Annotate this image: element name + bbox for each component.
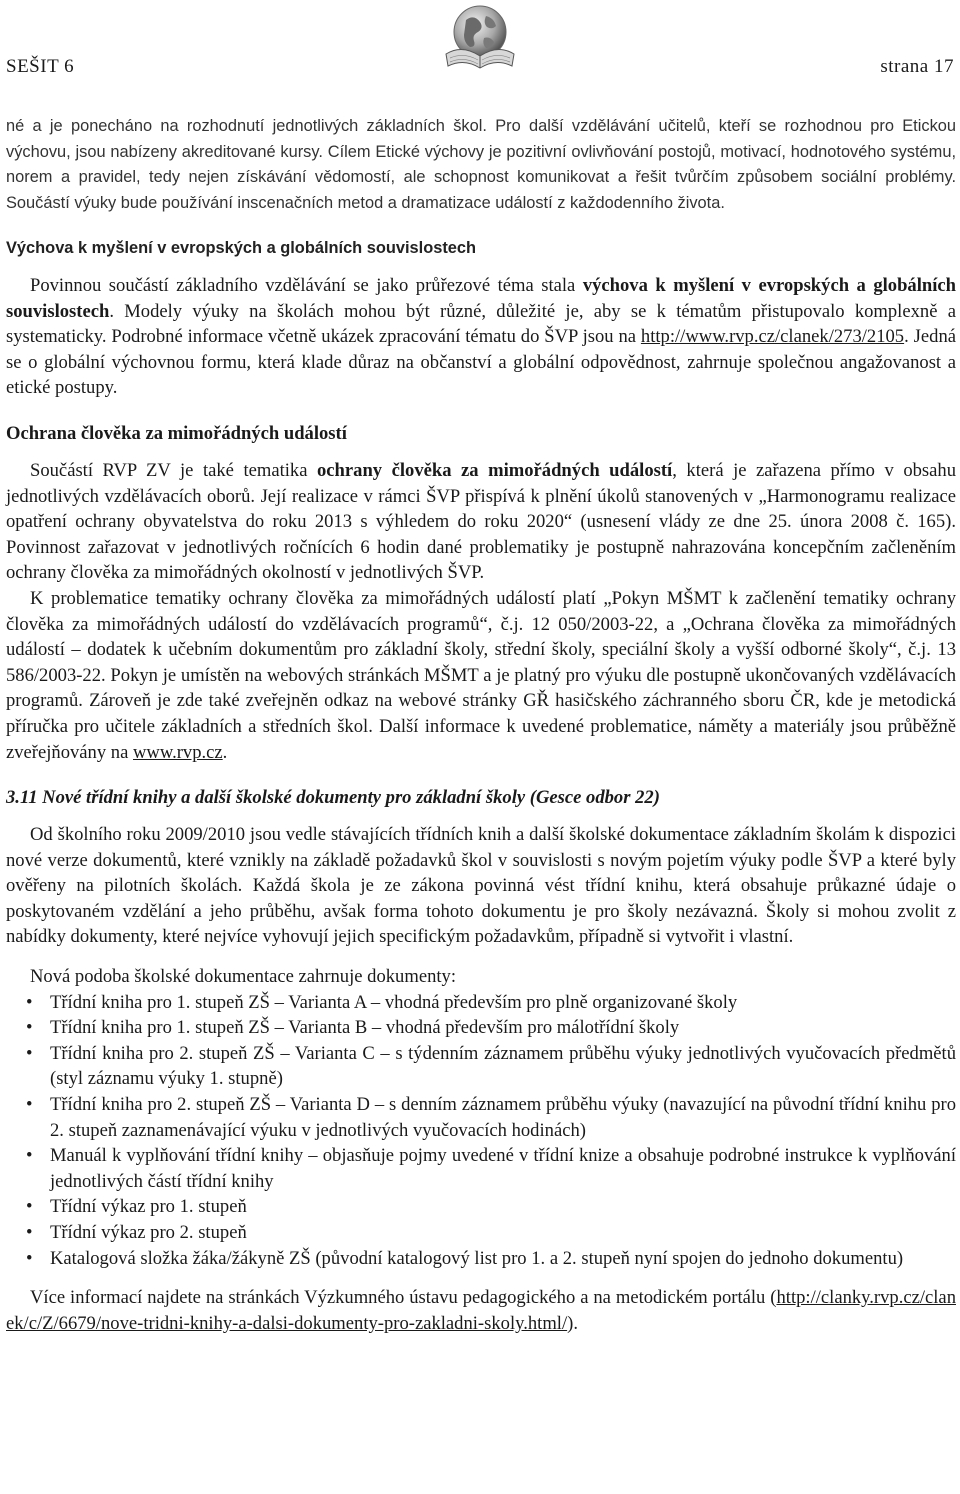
list-item	[6, 1194, 956, 1220]
list-item	[6, 1015, 956, 1041]
list-item	[6, 1220, 956, 1246]
bullet: •	[26, 1145, 33, 1167]
list-item-text: Třídní kniha pro 1. stupeň ZŠ – Varianta B – vhodná především pro málotřídní školy	[50, 1017, 680, 1039]
header-booklet-label: SEŠIT 6	[6, 56, 75, 77]
text-run: , která je zařazena přímo v obsahu jednotlivých vzdělávacích oborů. Její realizace v rámci ŠVP přispívá k plnění úkolů stanovených v „Harmonogramu realizace opatření ochrany obyvatelstva do roku 2013 s výhledem do roku 2020“ (usnesení vlády ze dne 25. února 2008 č. 165). Povinnost zařazovat v jednotlivých ročnících 6 hodin dané problematiky je postupně nahrazována koncepčním začleněním ochrany člověka za mimořádných okolností v jednotlivých ŠVP.	[6, 459, 956, 584]
list-item-text: Třídní kniha pro 2. stupeň ZŠ – Varianta C – s týdenním záznamem průběhu výuky jednotlivých vyučovacích předmětů (styl záznamu výuky 1. stupně)	[50, 1042, 956, 1090]
section-title-global-education: Výchova k myšlení v evropských a globálních souvislostech	[6, 239, 477, 257]
list-item-text: Třídní výkaz pro 2. stupeň	[50, 1222, 247, 1243]
civil-protection-paragraph-1	[6, 458, 956, 586]
header-page-number: strana 17	[880, 56, 954, 77]
list-item	[6, 1143, 956, 1194]
text-run: . Jedná se o globální výchovnou formu, která klade důraz na občanství a globální odpovědnost, zahrnuje společnou angažovanost a etické postupy.	[6, 326, 956, 399]
list-item-text: Třídní kniha pro 1. stupeň ZŠ – Varianta A – vhodná především pro plně organizované školy	[50, 991, 738, 1013]
bullet: •	[26, 991, 33, 1013]
emphasis-global-education: výchova k myšlení v evropských a globálních souvislostech	[6, 275, 956, 322]
list-item-text: Katalogová složka žáka/žákyně ZŠ (původní katalogový list pro 1. a 2. stupeň nyní spojen do jednoho dokumentu)	[50, 1247, 904, 1269]
page-content	[6, 114, 956, 1336]
list-item-text: Třídní kniha pro 2. stupeň ZŠ – Varianta D – s denním záznamem průběhu výuky (navazující na původní třídní knihu pro 2. stupeň zaznamenávající výuku v jednotlivých vyučovacích hodinách)	[50, 1094, 956, 1141]
list-item	[6, 1092, 956, 1143]
text-run: ).	[567, 1312, 578, 1334]
list-item-text: Manuál k vyplňování třídní knihy – objasňuje pojmy uvedené v třídní knize a obsahuje podrobné instrukce k vyplňování jednotlivých částí třídní knihy	[50, 1145, 956, 1192]
globe-book-logo-icon	[440, 2, 516, 74]
bullet: •	[26, 1094, 33, 1116]
text-run: Součástí RVP ZV je také tematika	[30, 459, 317, 481]
global-education-paragraph	[6, 273, 956, 401]
more-info-paragraph	[6, 1285, 956, 1336]
section-title-class-books: 3.11 Nové třídní knihy a další školské dokumenty pro základní školy (Gesce odbor 22)	[6, 787, 660, 809]
documents-list	[6, 990, 956, 1272]
emphasis-civil-protection: ochrany člověka za mimořádných událostí	[317, 459, 673, 481]
text-run: . Modely výuky na školách mohou být různé, důležité je, aby se k tématům přistupovalo komplexně a systematicky. Podrobné informace včetně ukázek zpracování tématu do ŠVP jsou na	[6, 300, 956, 348]
intro-paragraph: né a je ponecháno na rozhodnutí jednotlivých základních škol. Pro další vzdělávání učitelů, kteří se rozhodnou pro Etickou výchovu, jsou nabízeny akreditované kursy. Cílem Etické výchovy je pozitivní ovlivňování postojů, motivací, hodnotového systému, norem a pravidel, tedy nejen získávání vědomostí, ale schopnost komunikovat a řešit tvůrčím způsobem sociální problémy. Součástí výuky bude používání inscenačních metod a dramatizace událostí z každodenního života.	[6, 117, 956, 212]
list-item	[6, 990, 956, 1016]
documents-list-intro: Nová podoba školské dokumentace zahrnuje dokumenty:	[30, 966, 456, 988]
bullet: •	[26, 1042, 33, 1064]
bullet: •	[26, 1196, 33, 1218]
bullet: •	[26, 1017, 33, 1039]
rvp-website-link[interactable]: www.rvp.cz	[133, 741, 223, 763]
list-item-text: Třídní výkaz pro 1. stupeň	[50, 1196, 247, 1218]
list-item	[6, 1246, 956, 1272]
section-title-civil-protection: Ochrana člověka za mimořádných událostí	[6, 422, 347, 444]
text-run: Povinnou součástí základního vzdělávání se jako průřezové téma stala	[30, 275, 583, 296]
methodical-portal-link[interactable]: http://clanky.rvp.cz/clanek/c/Z/6679/nove-tridni-knihy-a-dalsi-dokumenty-pro-zakladni-skoly.html/	[6, 1287, 956, 1334]
bullet: •	[26, 1222, 33, 1243]
class-books-paragraph: Od školního roku 2009/2010 jsou vedle stávajících třídních knih a další školské dokumentace základním školám k dispozici nové verze dokumentů, které vznikly na základě požadavků škol v souvislosti s novým pojetím výuky podle ŠVP a které byly ověřeny na pilotních školách. Každá škola je ze zákona povinná vést třídní knihu, která obsahuje průkazné údaje o poskytovaném vzdělání a jeho průběhu, avšak forma tohoto dokumentu je pro školy nezávazná. Školy si mohou zvolit z nabídky dokumenty, které nejvíce vyhovují jejich specifickým požadavkům, případně si vytvořit i vlastní.	[6, 824, 956, 948]
civil-protection-paragraph-2	[6, 586, 956, 765]
list-item	[6, 1041, 956, 1092]
text-run: Více informací najdete na stránkách Výzkumného ústavu pedagogického a na metodickém portálu (	[30, 1287, 777, 1309]
bullet: •	[26, 1247, 33, 1269]
text-run: K problematice tematiky ochrany člověka za mimořádných událostí platí „Pokyn MŠMT k začlenění tematiky ochrany člověka za mimořádných událostí do vzdělávacích programů“, č.j. 12 050/2003-22, a „Ochrana člověka za mimořádných událostí – dodatek k učebním dokumentům pro základní školy, střední školy, speciální školy a vyšší odborné školy“, č.j. 13 586/2003-22. Pokyn je umístěn na webových stránkách MŠMT a je platný pro výuku dle postupně ukončovaných vzdělávacích programů. Zároveň je zde také zveřejněn odkaz na webové stránky GŘ hasičského záchranného sboru ČR, kde je metodická příručka pro učitele základních a středních škol. Další informace k uvedené problematice, náměty a materiály jsou průběžně zveřejňovány na	[6, 587, 956, 763]
rvp-article-link[interactable]: http://www.rvp.cz/clanek/273/2105	[640, 326, 905, 348]
text-run: .	[222, 741, 228, 763]
